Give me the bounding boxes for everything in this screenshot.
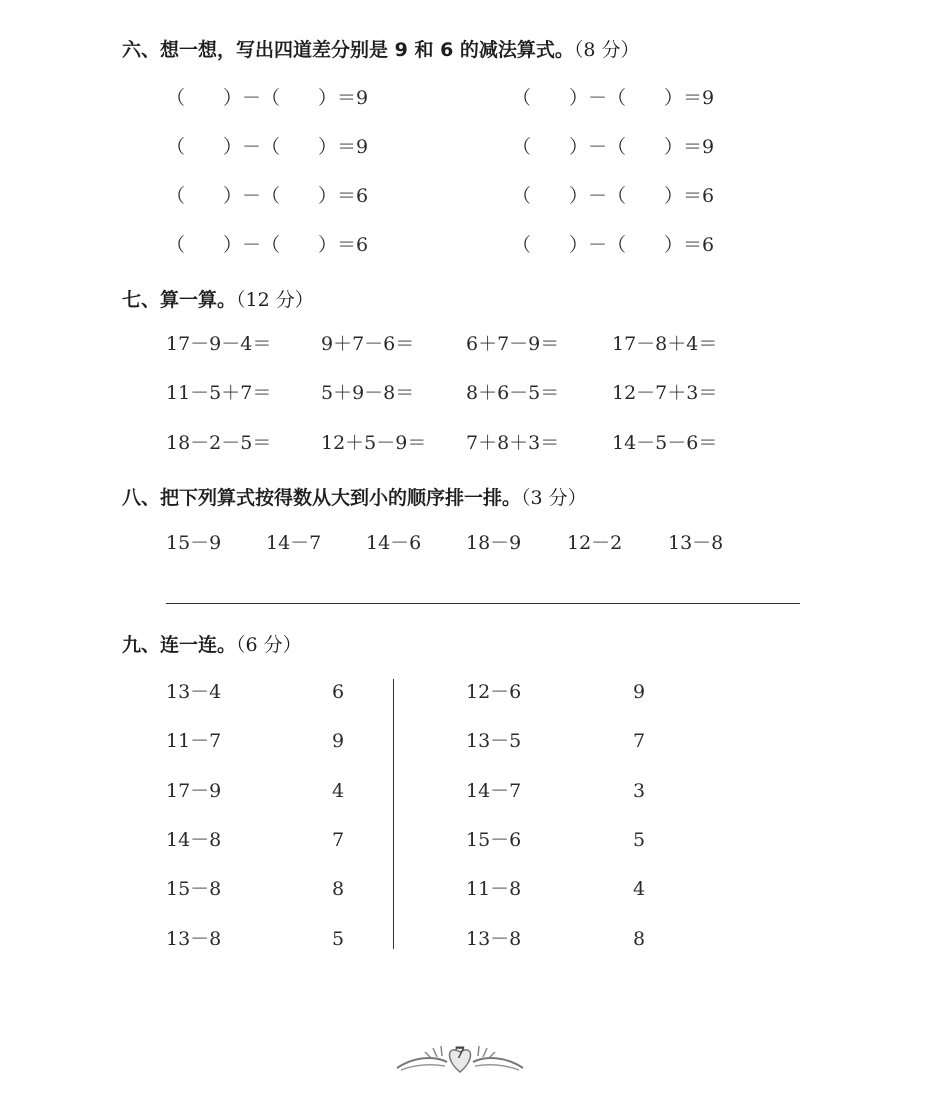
section-6-row-3-right: （ ）－（ ）＝6 bbox=[512, 185, 715, 207]
match-right-number: 5 bbox=[633, 829, 646, 851]
match-right-expr: 15－6 bbox=[466, 829, 522, 851]
match-right-number: 7 bbox=[633, 730, 646, 752]
calc-item: 9＋7－6＝ bbox=[321, 333, 415, 355]
match-left-number: 6 bbox=[332, 681, 345, 703]
match-left-expr: 17－9 bbox=[166, 780, 222, 802]
calc-item: 18－2－5＝ bbox=[166, 432, 272, 454]
calc-item: 11－5＋7＝ bbox=[166, 382, 272, 404]
section-7-title: 七、算一算。 bbox=[122, 289, 237, 311]
order-item: 18－9 bbox=[466, 532, 522, 554]
match-left-expr: 11－7 bbox=[166, 730, 222, 752]
calc-item: 17－9－4＝ bbox=[166, 333, 272, 355]
calc-item: 12＋5－9＝ bbox=[321, 432, 427, 454]
match-right-expr: 11－8 bbox=[466, 878, 522, 900]
section-8-title: 八、把下列算式按得数从大到小的顺序排一排。 bbox=[122, 487, 522, 509]
calc-item: 5＋9－8＝ bbox=[321, 382, 415, 404]
order-item: 13－8 bbox=[668, 532, 724, 554]
section-6-row-2-right: （ ）－（ ）＝9 bbox=[512, 136, 715, 158]
order-item: 14－6 bbox=[366, 532, 422, 554]
section-9-points: （6 分） bbox=[236, 634, 302, 656]
match-left-number: 8 bbox=[332, 878, 345, 900]
match-right-number: 3 bbox=[633, 780, 646, 802]
calc-item: 17－8＋4＝ bbox=[612, 333, 718, 355]
match-left-number: 9 bbox=[332, 730, 345, 752]
section-6-row-1-right: （ ）－（ ）＝9 bbox=[512, 87, 715, 109]
section-8-heading bbox=[122, 483, 587, 510]
match-left-expr: 13－4 bbox=[166, 681, 222, 703]
calc-item: 12－7＋3＝ bbox=[612, 382, 718, 404]
match-right-expr: 13－8 bbox=[466, 928, 522, 950]
calc-item: 7＋8＋3＝ bbox=[466, 432, 560, 454]
answer-line[interactable] bbox=[166, 603, 800, 604]
section-6-row-3-left: （ ）－（ ）＝6 bbox=[166, 185, 369, 207]
calc-item: 8＋6－5＝ bbox=[466, 382, 560, 404]
match-left-expr: 14－8 bbox=[166, 829, 222, 851]
match-right-expr: 14－7 bbox=[466, 780, 522, 802]
match-right-number: 4 bbox=[633, 878, 646, 900]
match-left-number: 7 bbox=[332, 829, 345, 851]
order-item: 14－7 bbox=[266, 532, 322, 554]
match-right-number: 8 bbox=[633, 928, 646, 950]
section-6-row-1-left: （ ）－（ ）＝9 bbox=[166, 87, 369, 109]
section-7-heading bbox=[122, 285, 314, 312]
page-number: 7 bbox=[454, 1043, 466, 1062]
order-item: 15－9 bbox=[166, 532, 222, 554]
section-6-row-4-left: （ ）－（ ）＝6 bbox=[166, 234, 369, 256]
match-right-expr: 13－5 bbox=[466, 730, 522, 752]
calc-item: 14－5－6＝ bbox=[612, 432, 718, 454]
column-divider bbox=[393, 679, 394, 949]
section-7-points: （12 分） bbox=[236, 289, 314, 311]
section-8-points: （3 分） bbox=[521, 487, 587, 509]
section-6-title: 六、想一想，写出四道差分别是 9 和 6 的减法算式。 bbox=[122, 39, 574, 61]
page-footer bbox=[395, 1038, 525, 1074]
section-9-title: 九、连一连。 bbox=[122, 634, 237, 656]
match-left-number: 4 bbox=[332, 780, 345, 802]
order-item: 12－2 bbox=[567, 532, 623, 554]
section-6-row-4-right: （ ）－（ ）＝6 bbox=[512, 234, 715, 256]
section-6-row-2-left: （ ）－（ ）＝9 bbox=[166, 136, 369, 158]
match-left-expr: 15－8 bbox=[166, 878, 222, 900]
match-left-expr: 13－8 bbox=[166, 928, 222, 950]
match-left-number: 5 bbox=[332, 928, 345, 950]
section-6-points: （8 分） bbox=[573, 39, 640, 61]
section-6-heading bbox=[122, 35, 640, 62]
match-right-number: 9 bbox=[633, 681, 646, 703]
match-right-expr: 12－6 bbox=[466, 681, 522, 703]
section-9-heading bbox=[122, 630, 302, 657]
calc-item: 6＋7－9＝ bbox=[466, 333, 560, 355]
